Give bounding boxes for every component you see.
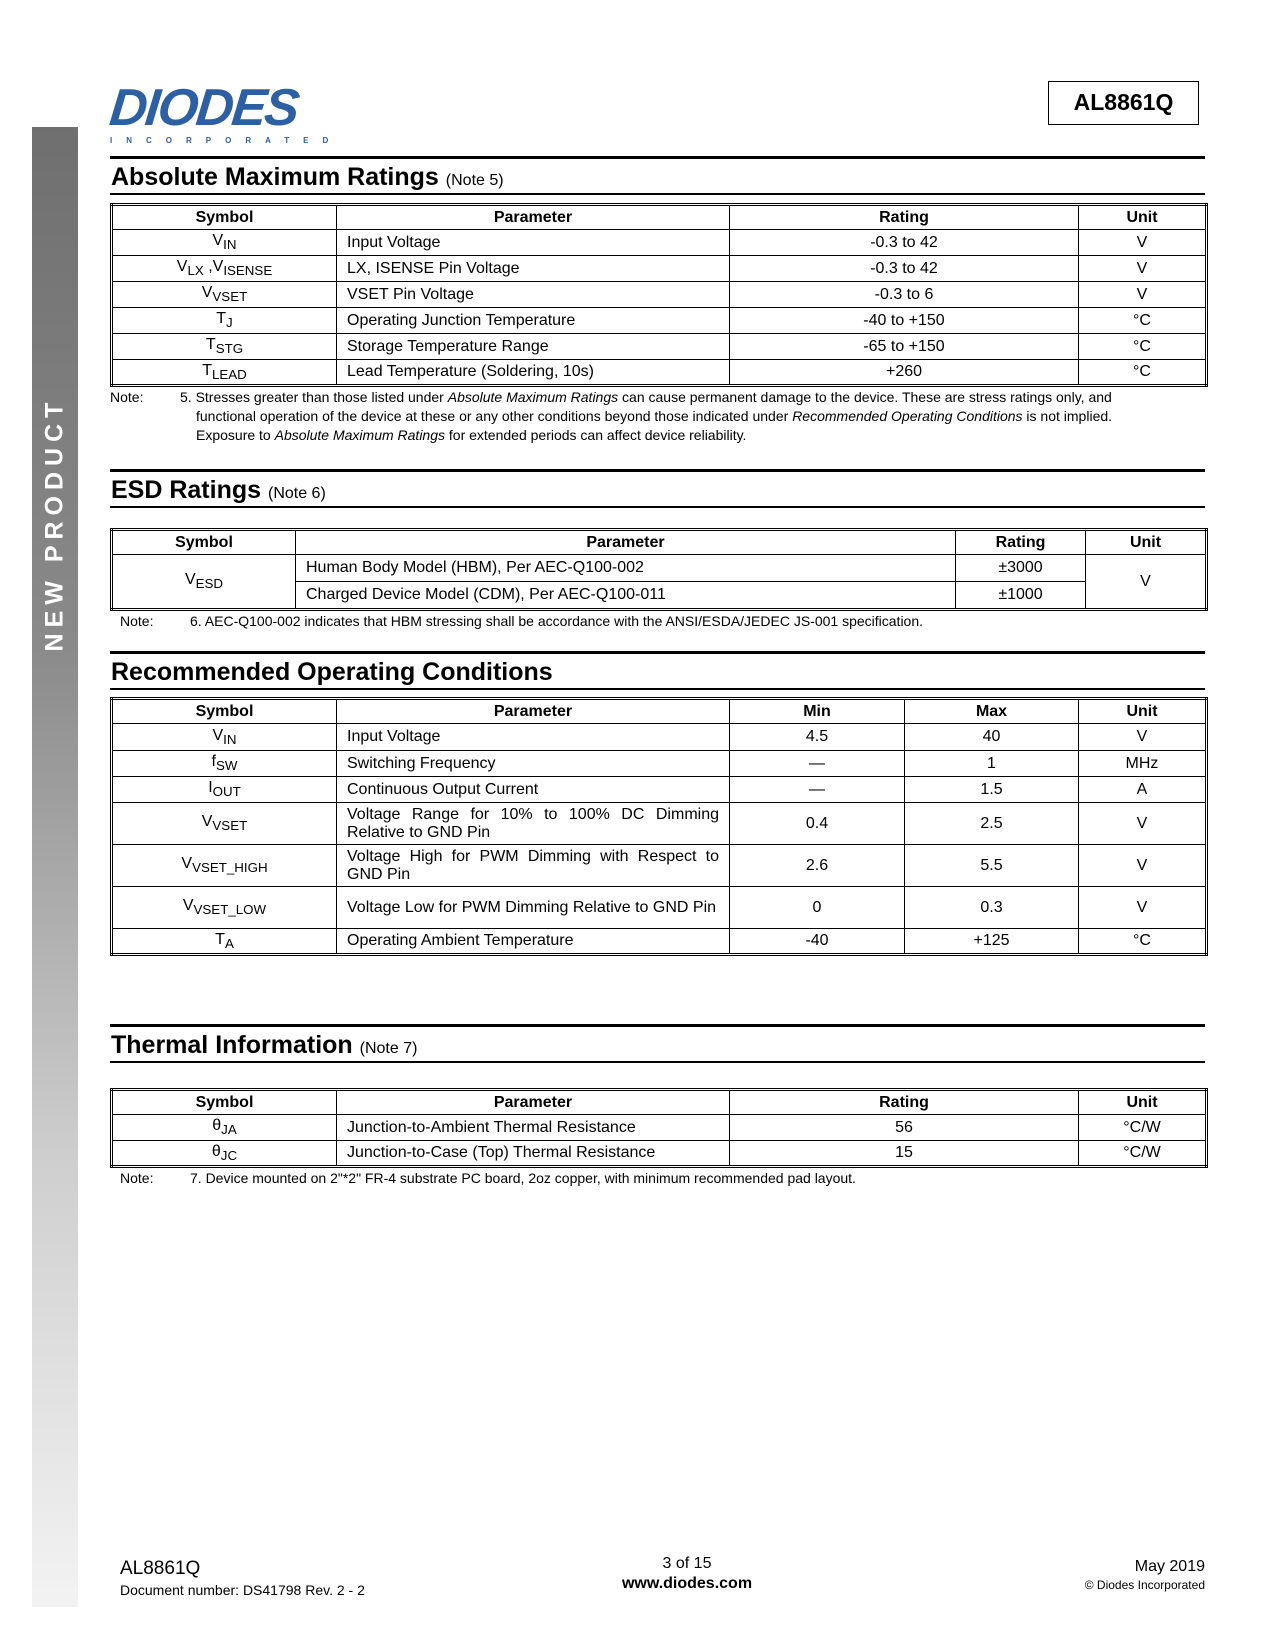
min-cell: — [730, 751, 905, 777]
rating-cell: -40 to +150 [730, 308, 1079, 334]
rating-cell: -0.3 to 6 [730, 282, 1079, 308]
footer-url[interactable]: www.diodes.com [621, 1575, 753, 1592]
min-cell: 0 [730, 887, 905, 929]
section-header [110, 1024, 1205, 1063]
unit-cell: V [1079, 845, 1207, 887]
footer-part: AL8861Q [120, 1558, 201, 1579]
esd-table [110, 528, 1208, 611]
parameter-cell: VSET Pin Voltage [337, 282, 730, 308]
sidebar-label: NEW PRODUCT [40, 396, 69, 652]
table-row [112, 555, 1207, 582]
parameter-cell: Storage Temperature Range [337, 334, 730, 360]
table-note: Note: 6. AEC-Q100-002 indicates that HBM stressing shall be accordance with the ANSI/ESDA/JEDEC JS-001 specification. [120, 613, 924, 629]
max-cell: 1 [905, 751, 1079, 777]
abs-max-section [110, 156, 1205, 445]
parameter-cell: Voltage Low for PWM Dimming Relative to GND Pin [337, 887, 730, 929]
symbol-cell: $V_{IN}$ [112, 230, 337, 256]
parameter-cell: Junction-to-Ambient Thermal Resistance [337, 1115, 730, 1141]
symbol-cell: $T_{LEAD}$ [112, 360, 337, 386]
logo-wordmark: DIODES [106, 79, 301, 137]
unit-cell: °C [1079, 360, 1207, 386]
roc-table [110, 697, 1208, 956]
symbol-cell: $V_{VSET}$ [112, 803, 337, 845]
thermal-section [110, 1024, 1205, 1188]
roc-section [110, 651, 1205, 956]
header-cell: Min [730, 699, 905, 724]
symbol-cell: $f_{SW}$ [112, 751, 337, 777]
header-cell: Parameter [337, 1090, 730, 1115]
parameter-cell: Input Voltage [337, 230, 730, 256]
rating-cell: ±1000 [956, 582, 1086, 610]
table-row [112, 308, 1207, 334]
note-ref: (Note 6) [267, 485, 326, 502]
min-cell: 0.4 [730, 803, 905, 845]
table-row [112, 1141, 1207, 1167]
symbol-cell: $T_A$ [112, 929, 337, 955]
table-row [112, 845, 1207, 887]
note-ref: (Note 7) [359, 1040, 418, 1057]
table-row [112, 360, 1207, 386]
parameter-cell: Voltage High for PWM Dimming with Respect to GND Pin [337, 845, 730, 887]
symbol-cell: $\theta_{JA}$ [112, 1115, 337, 1141]
section-title: Absolute Maximum Ratings (Note 5) [111, 163, 504, 191]
section-title: ESD Ratings (Note 6) [111, 476, 326, 504]
parameter-cell: Switching Frequency [337, 751, 730, 777]
symbol-cell: $V_{IN}$ [112, 724, 337, 751]
parameter-cell: Voltage Range for 10% to 100% DC Dimming Relative to GND Pin [337, 803, 730, 845]
header-cell: Parameter [296, 530, 956, 555]
diodes-logo [106, 79, 343, 145]
symbol-cell: $V_{VSET\_HIGH}$ [112, 845, 337, 887]
symbol-cell: $V_{LX}$ $,V_{ISENSE}$ [112, 256, 337, 282]
header-cell: Rating [730, 1090, 1079, 1115]
unit-cell: °C/W [1079, 1141, 1207, 1167]
symbol-cell: $T_J$ [112, 308, 337, 334]
table-header-row [112, 1090, 1207, 1115]
header-cell: Parameter [337, 205, 730, 230]
header-cell: Rating [956, 530, 1086, 555]
min-cell: 2.6 [730, 845, 905, 887]
section-title: Recommended Operating Conditions [111, 658, 553, 686]
symbol-cell: $V_{VSET}$ [112, 282, 337, 308]
unit-cell: °C [1079, 929, 1207, 955]
footer-docnum: Document number: DS41798 Rev. 2 - 2 [120, 1582, 365, 1598]
note-label: Note: [120, 1170, 154, 1186]
header-cell: Unit [1079, 205, 1207, 230]
table-row [112, 334, 1207, 360]
header-cell: Symbol [112, 205, 337, 230]
table-header-row [112, 699, 1207, 724]
table-note: Note: 7. Device mounted on 2"*2" FR-4 substrate PC board, 2oz copper, with minimum recommended pad layout. [120, 1170, 856, 1186]
note-label: Note: [110, 389, 144, 405]
table-header-row [112, 530, 1207, 555]
part-number-box: AL8861Q [1048, 81, 1199, 125]
footer-copyright: © Diodes Incorporated [1084, 1578, 1205, 1592]
header-cell: Unit [1079, 699, 1207, 724]
table-note: Note: 5. Stresses greater than those listed under Absolute Maximum Ratings can cause permanent damage to the device. These are stress ratings only, and functional operation of the device at these or any other conditions beyond those indicated under Recommended Operating Conditions is not implied. Exposure to Absolute Maximum Ratings for extended periods can affect device reliability. [110, 389, 1113, 443]
table-row [112, 256, 1207, 282]
unit-cell: A [1079, 777, 1207, 803]
esd-section [110, 469, 1205, 631]
min-cell: 4.5 [730, 724, 905, 751]
table-row [112, 777, 1207, 803]
note-label: Note: [120, 613, 154, 629]
unit-cell: V [1079, 803, 1207, 845]
parameter-cell: Human Body Model (HBM), Per AEC-Q100-002 [296, 555, 956, 582]
table-header-row [112, 205, 1207, 230]
parameter-cell: Lead Temperature (Soldering, 10s) [337, 360, 730, 386]
abs-max-table [110, 203, 1208, 387]
note-ref: (Note 5) [445, 172, 504, 189]
max-cell: 1.5 [905, 777, 1079, 803]
header-cell: Symbol [112, 530, 296, 555]
unit-cell: V [1079, 256, 1207, 282]
symbol-cell: $V_{VSET\_LOW}$ [112, 887, 337, 929]
parameter-cell: Junction-to-Case (Top) Thermal Resistance [337, 1141, 730, 1167]
symbol-cell: $I_{OUT}$ [112, 777, 337, 803]
unit-cell: V [1079, 282, 1207, 308]
max-cell: 5.5 [905, 845, 1079, 887]
unit-cell: °C/W [1079, 1115, 1207, 1141]
table-row [112, 1115, 1207, 1141]
header-cell: Symbol [112, 699, 337, 724]
section-title: Thermal Information (Note 7) [111, 1031, 418, 1059]
table-row [112, 803, 1207, 845]
logo-subtext: INCORPORATED [110, 136, 343, 145]
unit-cell: V [1079, 887, 1207, 929]
section-header [110, 651, 1205, 690]
header-cell: Max [905, 699, 1079, 724]
rating-cell: 15 [730, 1141, 1079, 1167]
header-cell: Unit [1086, 530, 1207, 555]
section-header [110, 469, 1205, 508]
parameter-cell: Charged Device Model (CDM), Per AEC-Q100-011 [296, 582, 956, 610]
table-row [112, 724, 1207, 751]
symbol-cell: $V_{ESD}$ [112, 555, 296, 610]
rating-cell: +260 [730, 360, 1079, 386]
footer-left [120, 1558, 365, 1598]
rating-cell: -0.3 to 42 [730, 256, 1079, 282]
max-cell: 0.3 [905, 887, 1079, 929]
symbol-cell: $T_{STG}$ [112, 334, 337, 360]
header-cell: Rating [730, 205, 1079, 230]
section-header [110, 156, 1205, 195]
rating-cell: -0.3 to 42 [730, 230, 1079, 256]
max-cell: 40 [905, 724, 1079, 751]
rating-cell: ±3000 [956, 555, 1086, 582]
parameter-cell: Operating Junction Temperature [337, 308, 730, 334]
max-cell: +125 [905, 929, 1079, 955]
footer-page: 3 of 15 [662, 1555, 712, 1572]
header-cell: Parameter [337, 699, 730, 724]
rating-cell: 56 [730, 1115, 1079, 1141]
parameter-cell: LX, ISENSE Pin Voltage [337, 256, 730, 282]
unit-cell: V [1079, 230, 1207, 256]
footer-center [537, 1555, 837, 1593]
table-row [112, 929, 1207, 955]
min-cell: — [730, 777, 905, 803]
table-row [112, 887, 1207, 929]
table-row [112, 282, 1207, 308]
rating-cell: -65 to +150 [730, 334, 1079, 360]
unit-cell: °C [1079, 334, 1207, 360]
unit-cell: V [1086, 555, 1207, 610]
header-cell: Unit [1079, 1090, 1207, 1115]
sidebar-band [32, 127, 78, 1607]
unit-cell: MHz [1079, 751, 1207, 777]
table-row [112, 230, 1207, 256]
footer-date: May 2019 [1134, 1558, 1205, 1575]
max-cell: 2.5 [905, 803, 1079, 845]
footer-right [1085, 1558, 1205, 1592]
min-cell: -40 [730, 929, 905, 955]
table-row [112, 751, 1207, 777]
header-cell: Symbol [112, 1090, 337, 1115]
symbol-cell: $\theta_{JC}$ [112, 1141, 337, 1167]
parameter-cell: Input Voltage [337, 724, 730, 751]
unit-cell: °C [1079, 308, 1207, 334]
parameter-cell: Operating Ambient Temperature [337, 929, 730, 955]
parameter-cell: Continuous Output Current [337, 777, 730, 803]
unit-cell: V [1079, 724, 1207, 751]
thermal-table [110, 1088, 1208, 1168]
